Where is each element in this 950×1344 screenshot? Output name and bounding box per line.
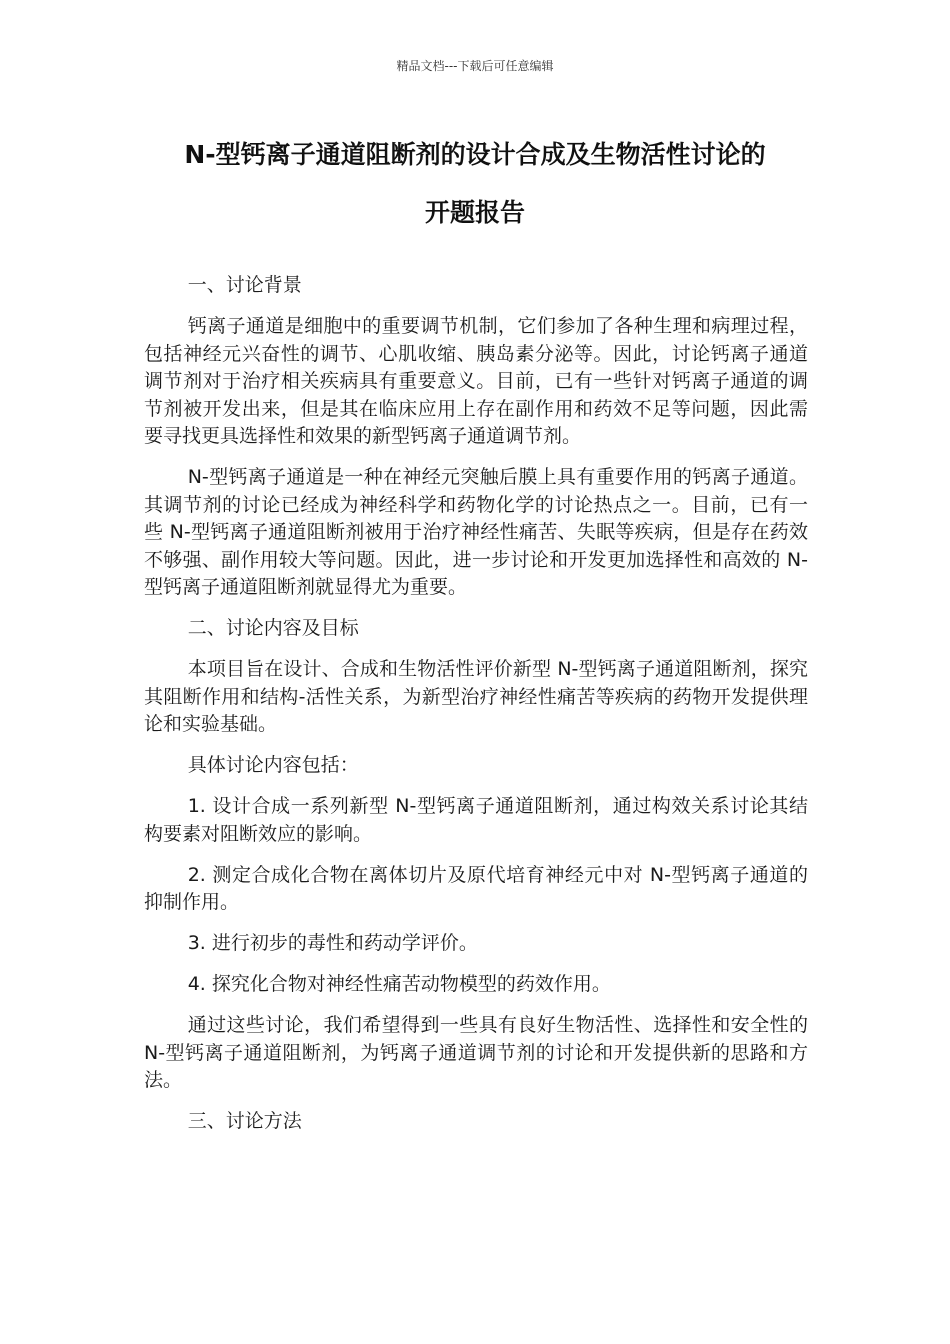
document-body [144, 272, 808, 1149]
list-item: 3. 进行初步的毒性和药动学评价。 [187, 932, 478, 954]
paragraph: 通过这些讨论，我们希望得到一些具有良好生物活性、选择性和安全性的 N-型钙离子通道阻断剂，为钙离子通道调节剂的讨论和开发提供新的思路和方法。 [144, 1014, 808, 1091]
paragraph: N-型钙离子通道是一种在神经元突触后膜上具有重要作用的钙离子通道。其调节剂的讨论已经成为神经科学和药物化学的讨论热点之一。目前，已有一些 N-型钙离子通道阻断剂被用于治疗神经性痛苦、失眠等疾病，但是存在药效不够强、副作用较大等问题。因此，进一步讨论和开发更加选择性和高效的 N-型钙离子通道阻断剂就显得尤为重要。 [144, 466, 808, 598]
paragraph: 具体讨论内容包括： [187, 754, 359, 776]
document-title-line-1: N-型钙离子通道阻断剂的设计合成及生物活性讨论的 [184, 140, 766, 169]
list-item: 2. 测定合成化合物在离体切片及原代培育神经元中对 N-型钙离子通道的抑制作用。 [144, 863, 808, 913]
header-note: 精品文档---下载后可任意编辑 [396, 59, 554, 73]
list-item: 1. 设计合成一系列新型 N-型钙离子通道阻断剂，通过构效关系讨论其结构要素对阻断效应的影响。 [144, 795, 808, 845]
section-heading-background: 一、讨论背景 [187, 274, 302, 296]
document-title-line-2: 开题报告 [424, 198, 525, 227]
section-heading-methods: 三、讨论方法 [187, 1110, 302, 1132]
list-item: 4. 探究化合物对神经性痛苦动物模型的药效作用。 [187, 973, 611, 995]
paragraph: 本项目旨在设计、合成和生物活性评价新型 N-型钙离子通道阻断剂，探究其阻断作用和结构-活性关系，为新型治疗神经性痛苦等疾病的药物开发提供理论和实验基础。 [144, 658, 808, 735]
paragraph: 钙离子通道是细胞中的重要调节机制，它们参加了各种生理和病理过程，包括神经元兴奋性的调节、心肌收缩、胰岛素分泌等。因此，讨论钙离子通道调节剂对于治疗相关疾病具有重要意义。目前，已有一些针对钙离子通道的调节剂被开发出来，但是其在临床应用上存在副作用和药效不足等问题，因此需要寻找更具选择性和效果的新型钙离子通道调节剂。 [144, 315, 808, 447]
section-heading-content-goals: 二、讨论内容及目标 [187, 617, 359, 639]
